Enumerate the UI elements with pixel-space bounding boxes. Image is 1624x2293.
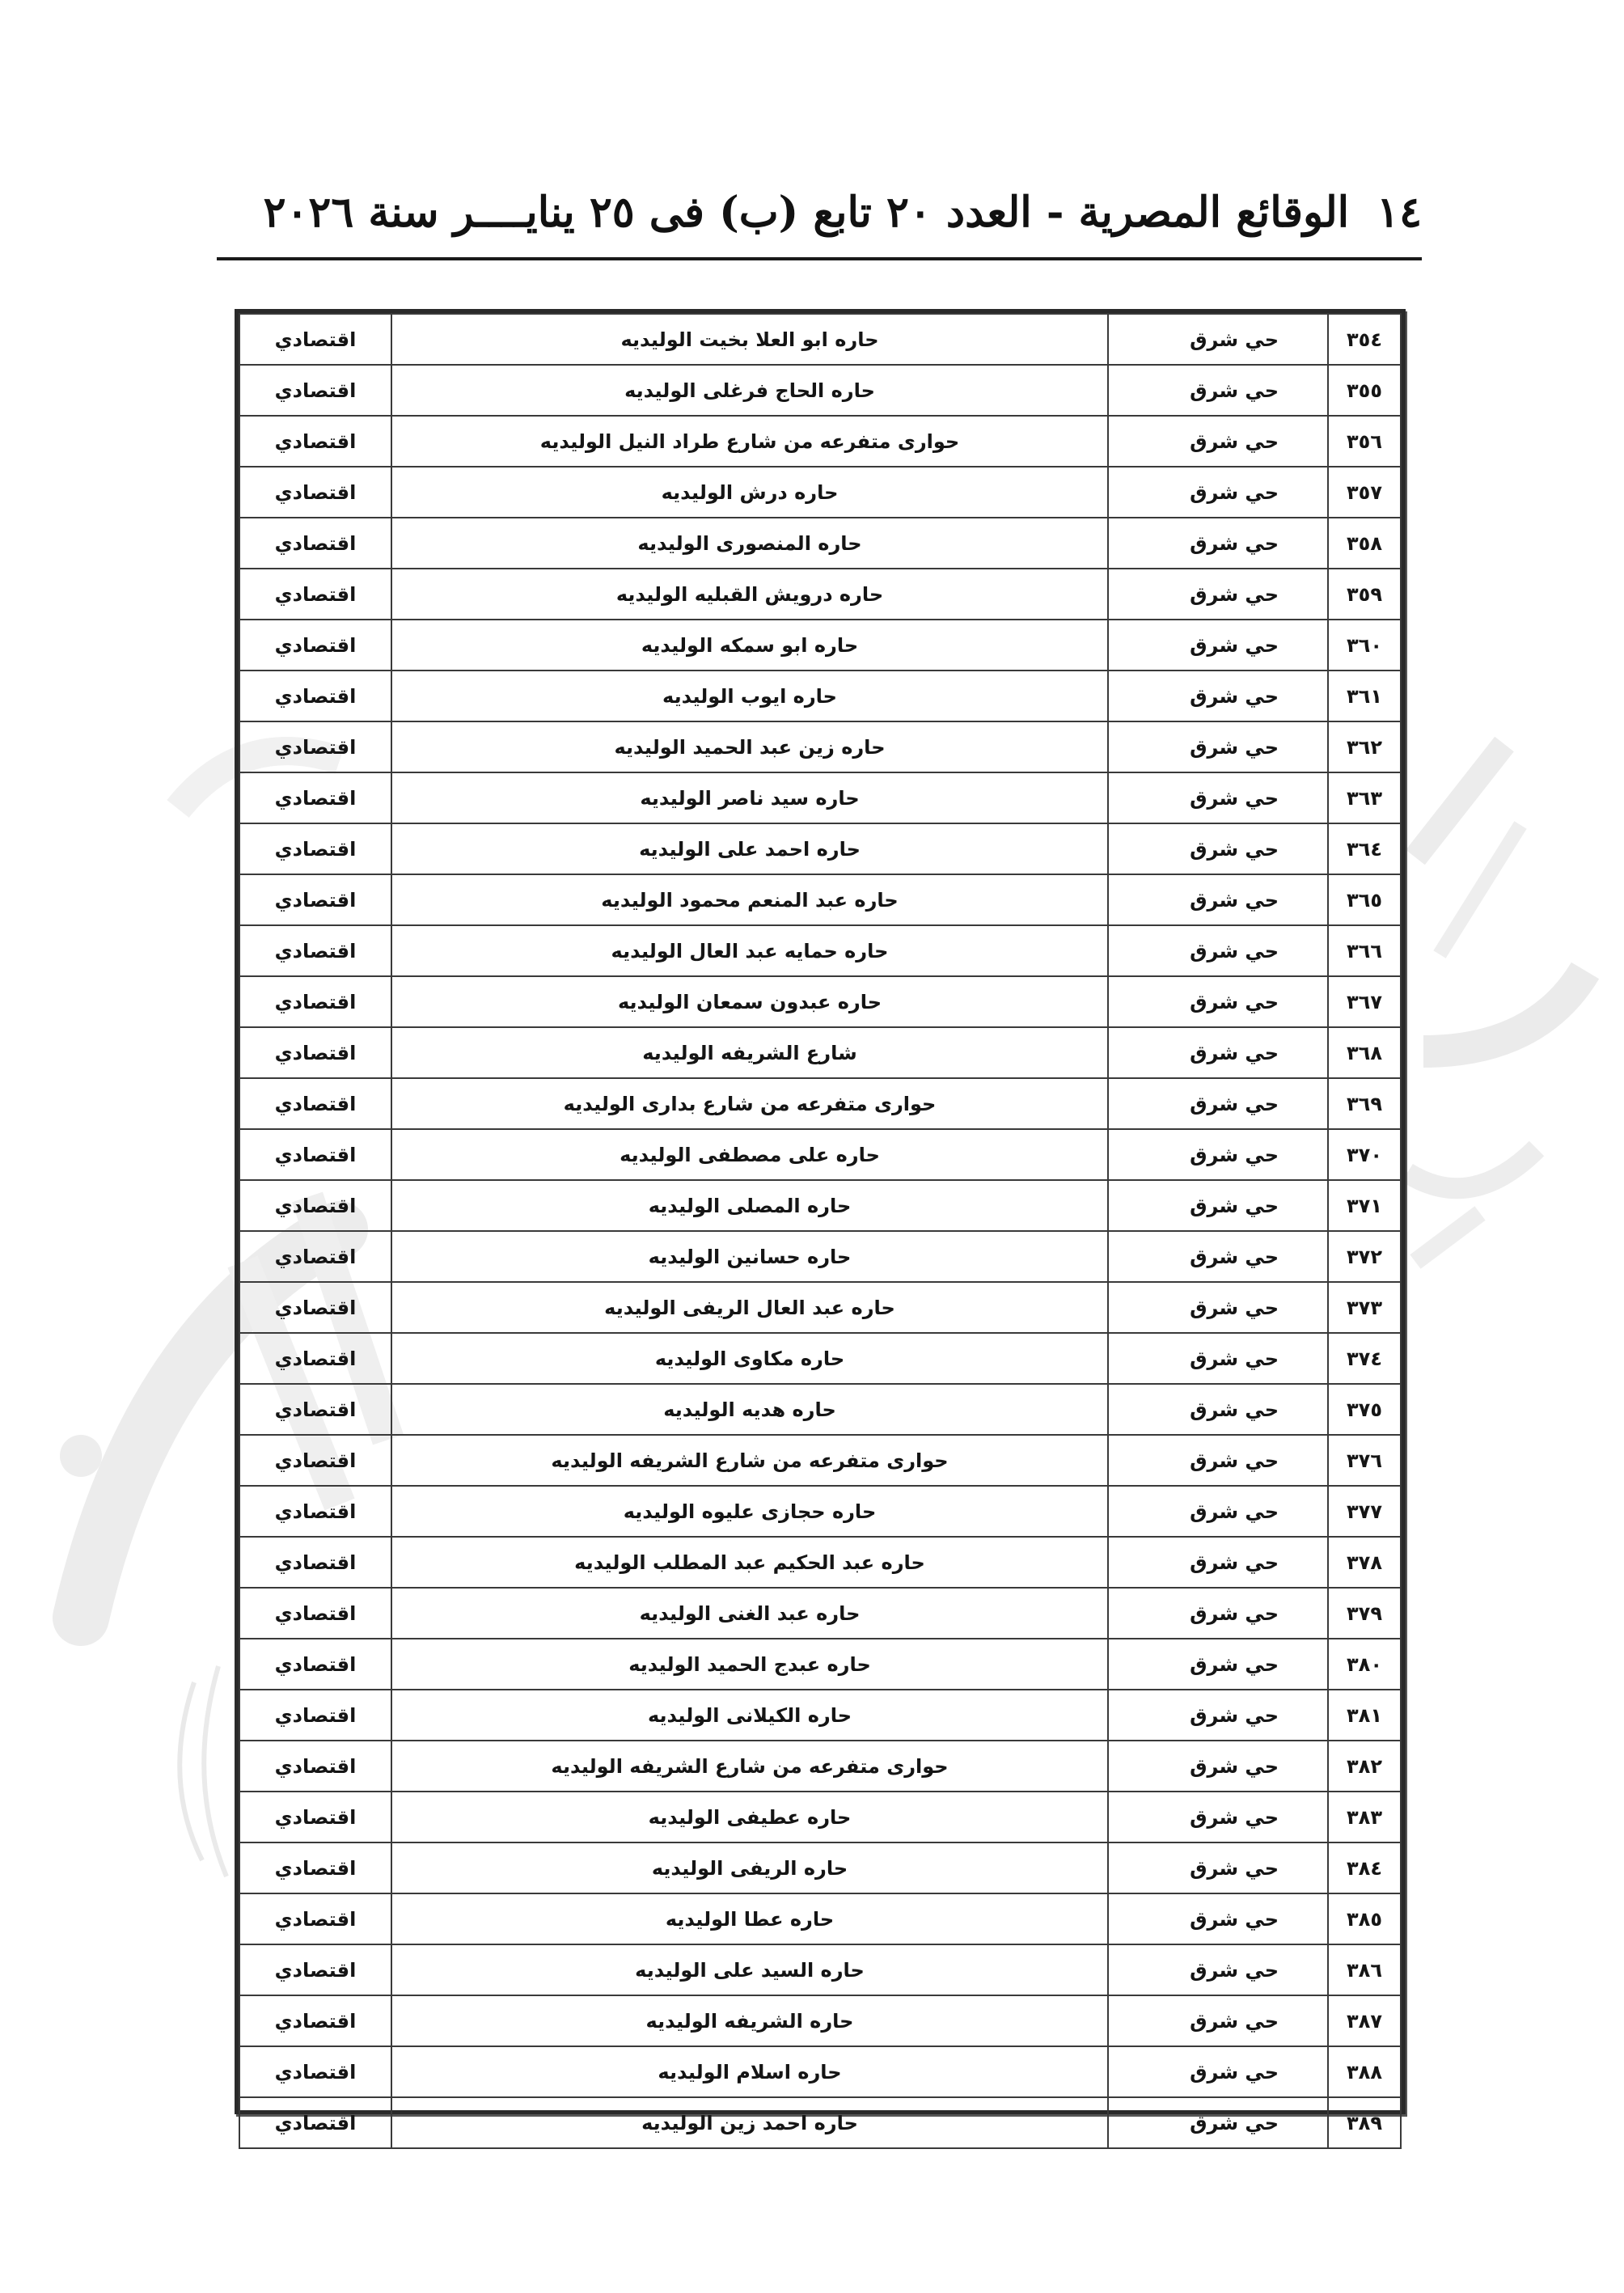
table-row <box>239 925 1401 976</box>
table-row <box>239 1180 1401 1231</box>
category-cell: اقتصادي <box>239 2046 391 2097</box>
row-number-cell: ٣٧٣ <box>1328 1282 1401 1333</box>
street-name-cell: حاره درش الوليديه <box>391 467 1108 518</box>
table-row <box>239 2046 1401 2097</box>
street-name-cell: حاره عبد الحكيم عبد المطلب الوليديه <box>391 1537 1108 1588</box>
row-number-cell: ٣٧٦ <box>1328 1435 1401 1486</box>
table-row <box>239 314 1401 365</box>
district-cell: حي شرق <box>1108 1384 1328 1435</box>
row-number-cell: ٣٦٣ <box>1328 772 1401 823</box>
district-cell: حي شرق <box>1108 1537 1328 1588</box>
district-cell: حي شرق <box>1108 1792 1328 1842</box>
street-name-cell: حاره عبد المنعم محمود الوليديه <box>391 874 1108 925</box>
street-name-cell: حاره ابو العلا بخيت الوليديه <box>391 314 1108 365</box>
row-number-cell: ٣٨١ <box>1328 1690 1401 1741</box>
row-number-cell: ٣٨٩ <box>1328 2097 1401 2148</box>
street-name-cell: حاره المصلى الوليديه <box>391 1180 1108 1231</box>
category-cell: اقتصادي <box>239 874 391 925</box>
district-cell: حي شرق <box>1108 1486 1328 1537</box>
table-row <box>239 721 1401 772</box>
street-name-cell: حاره احمد زين الوليديه <box>391 2097 1108 2148</box>
category-cell: اقتصادي <box>239 1893 391 1944</box>
row-number-cell: ٣٦٥ <box>1328 874 1401 925</box>
row-number-cell: ٣٨٠ <box>1328 1639 1401 1690</box>
street-name-cell: حاره درويش القبليه الوليديه <box>391 569 1108 620</box>
district-cell: حي شرق <box>1108 1995 1328 2046</box>
category-cell: اقتصادي <box>239 1333 391 1384</box>
row-number-cell: ٣٥٧ <box>1328 467 1401 518</box>
category-cell: اقتصادي <box>239 1486 391 1537</box>
table-row <box>239 620 1401 671</box>
table-row <box>239 416 1401 467</box>
row-number-cell: ٣٧٢ <box>1328 1231 1401 1282</box>
district-cell: حي شرق <box>1108 976 1328 1027</box>
category-cell: اقتصادي <box>239 1078 391 1129</box>
district-cell: حي شرق <box>1108 2097 1328 2148</box>
table-row <box>239 1282 1401 1333</box>
street-name-cell: حاره زين عبد الحميد الوليديه <box>391 721 1108 772</box>
row-number-cell: ٣٦٨ <box>1328 1027 1401 1078</box>
category-cell: اقتصادي <box>239 416 391 467</box>
street-name-cell: حاره مكاوى الوليديه <box>391 1333 1108 1384</box>
district-cell: حي شرق <box>1108 1180 1328 1231</box>
row-number-cell: ٣٥٥ <box>1328 365 1401 416</box>
table-row <box>239 1078 1401 1129</box>
category-cell: اقتصادي <box>239 1537 391 1588</box>
category-cell: اقتصادي <box>239 1588 391 1639</box>
row-number-cell: ٣٦٦ <box>1328 925 1401 976</box>
category-cell: اقتصادي <box>239 976 391 1027</box>
street-name-cell: حوارى متفرعه من شارع الشريفه الوليديه <box>391 1741 1108 1792</box>
category-cell: اقتصادي <box>239 1995 391 2046</box>
street-name-cell: حاره ابو سمكه الوليديه <box>391 620 1108 671</box>
table-row <box>239 2097 1401 2148</box>
table-row <box>239 1792 1401 1842</box>
street-name-cell: حوارى متفرعه من شارع بدارى الوليديه <box>391 1078 1108 1129</box>
district-cell: حي شرق <box>1108 1588 1328 1639</box>
street-name-cell: حوارى متفرعه من شارع الشريفه الوليديه <box>391 1435 1108 1486</box>
street-name-cell: حاره المنصورى الوليديه <box>391 518 1108 569</box>
street-name-cell: حاره ايوب الوليديه <box>391 671 1108 721</box>
category-cell: اقتصادي <box>239 1027 391 1078</box>
district-cell: حي شرق <box>1108 925 1328 976</box>
street-name-cell: حاره السيد على الوليديه <box>391 1944 1108 1995</box>
row-number-cell: ٣٨٧ <box>1328 1995 1401 2046</box>
district-cell: حي شرق <box>1108 365 1328 416</box>
category-cell: اقتصادي <box>239 620 391 671</box>
street-name-cell: حاره اسلام الوليديه <box>391 2046 1108 2097</box>
category-cell: اقتصادي <box>239 1639 391 1690</box>
district-cell: حي شرق <box>1108 1893 1328 1944</box>
category-cell: اقتصادي <box>239 1944 391 1995</box>
streets-table <box>239 313 1402 2149</box>
table-row <box>239 1129 1401 1180</box>
street-name-cell: حاره حسانين الوليديه <box>391 1231 1108 1282</box>
category-cell: اقتصادي <box>239 1842 391 1893</box>
category-cell: اقتصادي <box>239 721 391 772</box>
category-cell: اقتصادي <box>239 314 391 365</box>
row-number-cell: ٣٥٩ <box>1328 569 1401 620</box>
district-cell: حي شرق <box>1108 1435 1328 1486</box>
category-cell: اقتصادي <box>239 1435 391 1486</box>
table-row <box>239 1384 1401 1435</box>
district-cell: حي شرق <box>1108 1027 1328 1078</box>
header-divider <box>217 257 1422 260</box>
row-number-cell: ٣٨٣ <box>1328 1792 1401 1842</box>
row-number-cell: ٣٨٢ <box>1328 1741 1401 1792</box>
district-cell: حي شرق <box>1108 1741 1328 1792</box>
row-number-cell: ٣٧٧ <box>1328 1486 1401 1537</box>
table-row <box>239 1639 1401 1690</box>
district-cell: حي شرق <box>1108 1333 1328 1384</box>
table-row <box>239 1893 1401 1944</box>
district-cell: حي شرق <box>1108 1231 1328 1282</box>
row-number-cell: ٣٧٠ <box>1328 1129 1401 1180</box>
district-cell: حي شرق <box>1108 569 1328 620</box>
row-number-cell: ٣٦٠ <box>1328 620 1401 671</box>
district-cell: حي شرق <box>1108 1690 1328 1741</box>
street-name-cell: حاره سيد ناصر الوليديه <box>391 772 1108 823</box>
category-cell: اقتصادي <box>239 467 391 518</box>
district-cell: حي شرق <box>1108 1129 1328 1180</box>
table-row <box>239 1333 1401 1384</box>
table-row <box>239 772 1401 823</box>
row-number-cell: ٣٥٤ <box>1328 314 1401 365</box>
street-name-cell: حاره الريفى الوليديه <box>391 1842 1108 1893</box>
table-row <box>239 1741 1401 1792</box>
category-cell: اقتصادي <box>239 1231 391 1282</box>
street-name-cell: حاره عطيفى الوليديه <box>391 1792 1108 1842</box>
district-cell: حي شرق <box>1108 620 1328 671</box>
district-cell: حي شرق <box>1108 467 1328 518</box>
page-number: ١٤ <box>1377 187 1422 237</box>
district-cell: حي شرق <box>1108 1842 1328 1893</box>
row-number-cell: ٣٧٩ <box>1328 1588 1401 1639</box>
row-number-cell: ٣٦٧ <box>1328 976 1401 1027</box>
street-name-cell: حاره على مصطفى الوليديه <box>391 1129 1108 1180</box>
district-cell: حي شرق <box>1108 823 1328 874</box>
district-cell: حي شرق <box>1108 518 1328 569</box>
district-cell: حي شرق <box>1108 1639 1328 1690</box>
category-cell: اقتصادي <box>239 1180 391 1231</box>
row-number-cell: ٣٦١ <box>1328 671 1401 721</box>
page-header <box>217 171 1422 252</box>
category-cell: اقتصادي <box>239 365 391 416</box>
street-name-cell: حوارى متفرعه من شارع طراد النيل الوليديه <box>391 416 1108 467</box>
table-row <box>239 467 1401 518</box>
street-name-cell: حاره عبد الغنى الوليديه <box>391 1588 1108 1639</box>
row-number-cell: ٣٧٥ <box>1328 1384 1401 1435</box>
row-number-cell: ٣٥٨ <box>1328 518 1401 569</box>
street-name-cell: حاره عبدج الحميد الوليديه <box>391 1639 1108 1690</box>
category-cell: اقتصادي <box>239 671 391 721</box>
category-cell: اقتصادي <box>239 1282 391 1333</box>
street-name-cell: حاره عبدون سمعان الوليديه <box>391 976 1108 1027</box>
table-row <box>239 1842 1401 1893</box>
table-row <box>239 1231 1401 1282</box>
district-cell: حي شرق <box>1108 671 1328 721</box>
category-cell: اقتصادي <box>239 1690 391 1741</box>
street-name-cell: حاره الكيلانى الوليديه <box>391 1690 1108 1741</box>
table-row <box>239 1537 1401 1588</box>
table-row <box>239 518 1401 569</box>
street-name-cell: شارع الشريفه الوليديه <box>391 1027 1108 1078</box>
table-row <box>239 874 1401 925</box>
table-row <box>239 569 1401 620</box>
street-name-cell: حاره الحاج فرغلى الوليديه <box>391 365 1108 416</box>
district-cell: حي شرق <box>1108 874 1328 925</box>
streets-table-body <box>239 314 1401 2148</box>
gazette-title: الوقائع المصرية - العدد ٢٠ تابع (ب) فى ٢٥ ينايــــر سنة ٢٠٢٦ <box>263 187 1350 237</box>
row-number-cell: ٣٨٦ <box>1328 1944 1401 1995</box>
street-name-cell: حاره عطا الوليديه <box>391 1893 1108 1944</box>
row-number-cell: ٣٦٢ <box>1328 721 1401 772</box>
row-number-cell: ٣٧٨ <box>1328 1537 1401 1588</box>
category-cell: اقتصادي <box>239 518 391 569</box>
district-cell: حي شرق <box>1108 1078 1328 1129</box>
category-cell: اقتصادي <box>239 1741 391 1792</box>
district-cell: حي شرق <box>1108 416 1328 467</box>
row-number-cell: ٣٧١ <box>1328 1180 1401 1231</box>
row-number-cell: ٣٧٤ <box>1328 1333 1401 1384</box>
table-row <box>239 671 1401 721</box>
district-cell: حي شرق <box>1108 314 1328 365</box>
district-cell: حي شرق <box>1108 1944 1328 1995</box>
table-row <box>239 365 1401 416</box>
street-name-cell: حاره الشريفه الوليديه <box>391 1995 1108 2046</box>
row-number-cell: ٣٨٨ <box>1328 2046 1401 2097</box>
table-row <box>239 1486 1401 1537</box>
table-row <box>239 1435 1401 1486</box>
table-row <box>239 1690 1401 1741</box>
street-name-cell: حاره احمد على الوليديه <box>391 823 1108 874</box>
street-name-cell: حاره حمايه عبد العال الوليديه <box>391 925 1108 976</box>
district-cell: حي شرق <box>1108 772 1328 823</box>
category-cell: اقتصادي <box>239 1384 391 1435</box>
street-name-cell: حاره هديه الوليديه <box>391 1384 1108 1435</box>
row-number-cell: ٣٨٥ <box>1328 1893 1401 1944</box>
row-number-cell: ٣٦٩ <box>1328 1078 1401 1129</box>
row-number-cell: ٣٨٤ <box>1328 1842 1401 1893</box>
category-cell: اقتصادي <box>239 823 391 874</box>
street-name-cell: حاره حجازى عليوه الوليديه <box>391 1486 1108 1537</box>
table-row <box>239 1027 1401 1078</box>
table-row <box>239 1944 1401 1995</box>
table-row <box>239 976 1401 1027</box>
category-cell: اقتصادي <box>239 569 391 620</box>
category-cell: اقتصادي <box>239 772 391 823</box>
district-cell: حي شرق <box>1108 2046 1328 2097</box>
table-row <box>239 1995 1401 2046</box>
street-name-cell: حاره عبد العال الريفى الوليديه <box>391 1282 1108 1333</box>
table-row <box>239 1588 1401 1639</box>
category-cell: اقتصادي <box>239 2097 391 2148</box>
district-cell: حي شرق <box>1108 721 1328 772</box>
category-cell: اقتصادي <box>239 1792 391 1842</box>
row-number-cell: ٣٦٤ <box>1328 823 1401 874</box>
streets-table-frame <box>235 309 1406 2134</box>
district-cell: حي شرق <box>1108 1282 1328 1333</box>
row-number-cell: ٣٥٦ <box>1328 416 1401 467</box>
category-cell: اقتصادي <box>239 1129 391 1180</box>
category-cell: اقتصادي <box>239 925 391 976</box>
table-row <box>239 823 1401 874</box>
